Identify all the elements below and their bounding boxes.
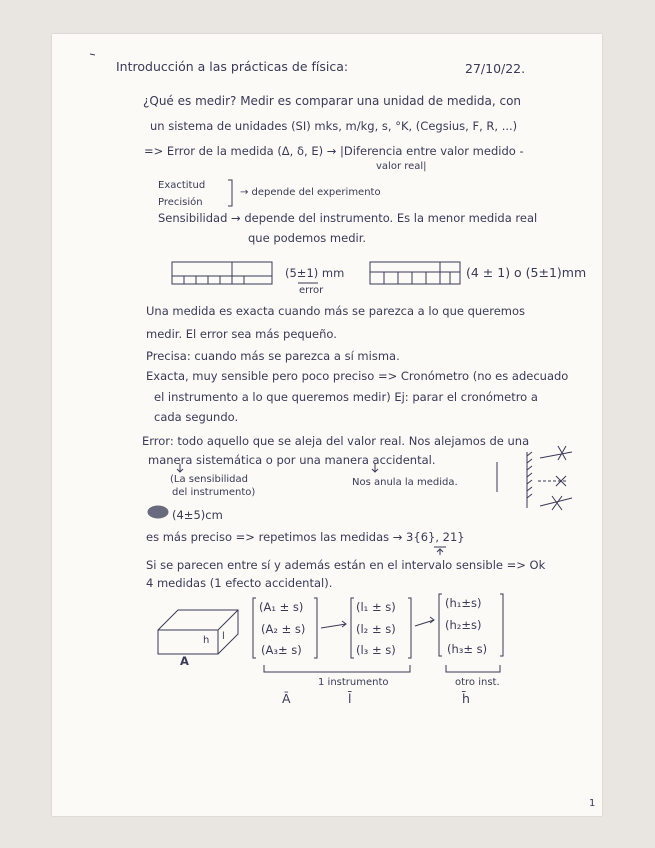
text-line: el instrumento a lo que queremos medir) Ej: parar el cronómetro a (154, 390, 538, 404)
down-arrow-icon (177, 464, 183, 472)
ruler-error-label: error (299, 285, 324, 296)
text-line: es más preciso => repetimos las medidas → 3{6}, 21} (146, 530, 465, 544)
measure-a2: (A₂ ± s) (261, 622, 306, 636)
measure-a1: (A₁ ± s) (259, 600, 304, 614)
sensitivity-line: que podemos medir. (248, 231, 367, 245)
up-arrow-icon (434, 547, 446, 555)
ruler-right-icon (370, 262, 460, 284)
ruler-left-value: (5±1) mm (285, 266, 345, 280)
ruler-right-value: (4 ± 1) o (5±1)mm (466, 265, 587, 280)
note-sensitivity: (La sensibilidad (170, 474, 248, 485)
measure-l1: (l₁ ± s) (356, 600, 396, 614)
group-label: 1 instrumento (318, 677, 389, 688)
text-line: cada segundo. (154, 410, 239, 424)
measure-h1: (h₁±s) (445, 596, 482, 610)
definition-line: => Error de la medida (Δ, δ, E) → |Diferencia entre valor medido - (144, 144, 524, 158)
text-line: medir. El error sea más pequeño. (146, 327, 337, 341)
date: 27/10/22. (465, 61, 526, 76)
ruler-left-icon (172, 262, 272, 284)
text-line: Precisa: cuando más se parezca a sí misma. (146, 349, 400, 363)
bracket (228, 180, 232, 206)
page-title: Introducción a las prácticas de física: (116, 59, 349, 74)
average-l: l̄ (348, 691, 352, 706)
definition-line: un sistema de unidades (SI) mks, m/kg, s, °K, (Cegsius, F, R, ...) (150, 119, 518, 133)
down-arrow-icon (372, 463, 378, 472)
text-line: Una medida es exacta cuando más se parezca a lo que queremos (146, 304, 526, 318)
measure-h2: (h₂±s) (445, 618, 482, 632)
text-line: Exacta, muy sensible pero poco preciso => Cronómetro (no es adecuado (146, 369, 569, 383)
measure-brackets (253, 594, 503, 672)
other-instrument-label: otro inst. (455, 677, 500, 688)
average-a: Ā (282, 691, 291, 706)
sensitivity-line: Sensibilidad → depende del instrumento. Es la menor medida real (158, 211, 538, 225)
term-precision: Precisión (158, 197, 203, 208)
text-line: manera sistemática o por una manera accidental. (148, 453, 436, 467)
text-line: Error: todo aquello que se aleja del valor real. Nos alejamos de una (142, 434, 530, 448)
box-drawing-icon (158, 610, 238, 654)
measure-l3: (l₃ ± s) (356, 643, 396, 657)
note-annul: Nos anula la medida. (352, 477, 458, 488)
measure-l2: (l₂ ± s) (356, 622, 396, 636)
box-label-l: l (222, 631, 225, 642)
term-exactitud: Exactitud (158, 180, 206, 191)
note-sensitivity: del instrumento) (172, 487, 256, 498)
definition-line: valor real| (376, 161, 427, 172)
measure-value: (4±5)cm (172, 508, 223, 522)
average-h: h̄ (462, 691, 470, 706)
measure-a3: (A₃± s) (261, 643, 302, 657)
text-line: 4 medidas (1 efecto accidental). (146, 576, 333, 590)
text-line: Si se parecen entre sí y además están en el intervalo sensible => Ok (146, 558, 546, 572)
measure-h3: (h₃± s) (447, 642, 488, 656)
scribble-icon (148, 506, 168, 518)
box-label-h: h (203, 635, 210, 646)
stray-mark (90, 54, 95, 55)
definition-line: ¿Qué es medir? Medir es comparar una unidad de medida, con (143, 94, 522, 108)
target-diagram-icon (497, 446, 572, 510)
depends-experiment: → depende del experimento (240, 187, 381, 198)
box-label-a: A (180, 654, 189, 668)
page-number: 1 (589, 798, 596, 809)
